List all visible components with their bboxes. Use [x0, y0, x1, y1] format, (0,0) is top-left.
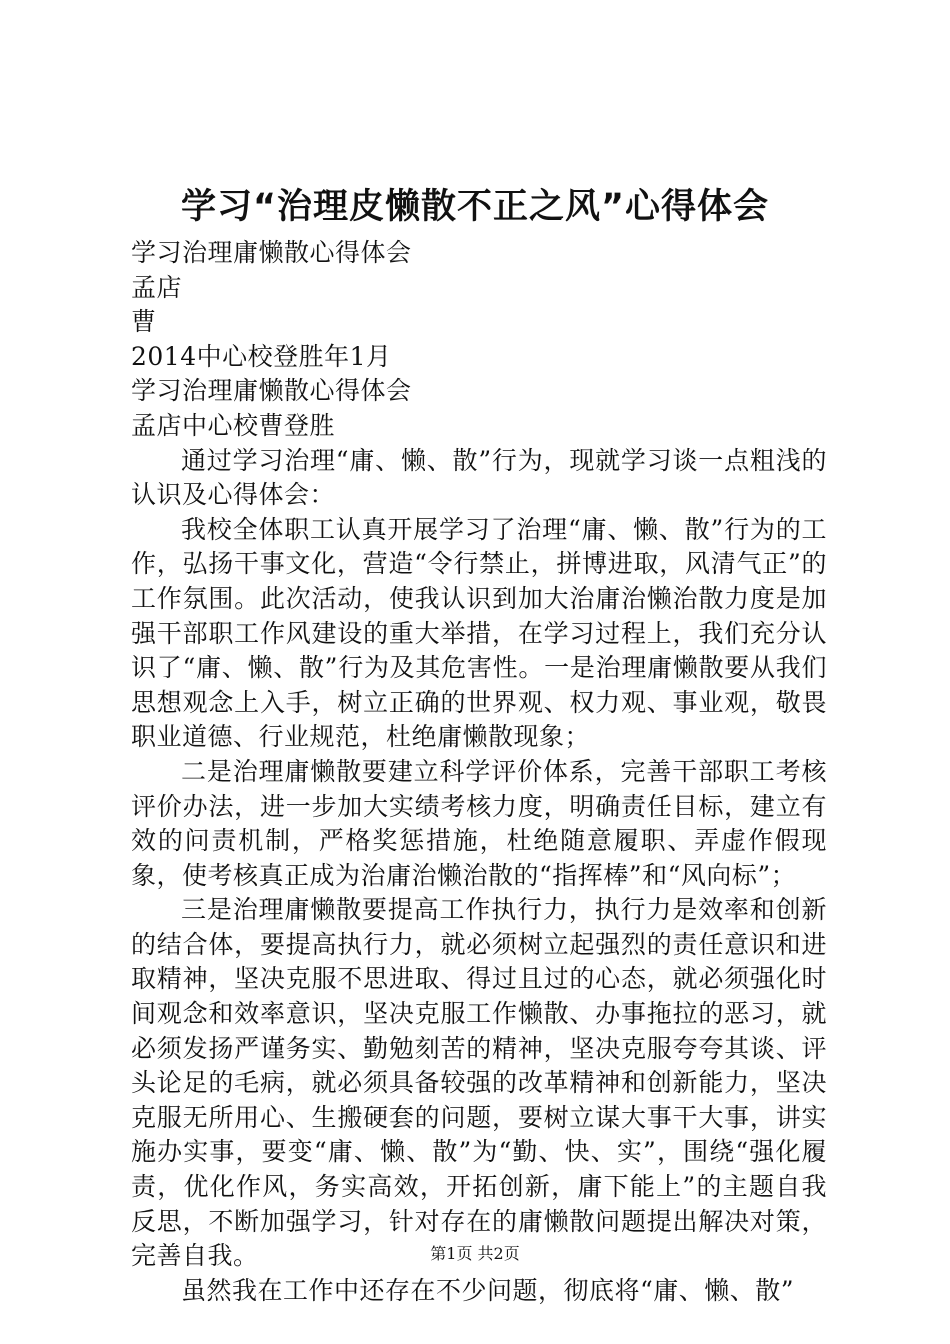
paragraph: 三是治理庸懒散要提高工作执行力，执行力是效率和创新的结合体，要提高执行力，就必须树立起强烈的责任意识和进取精神，坚决克服不思进取、得过且过的心态，就必须强化时间观念和效率意识，坚决克服工作懒散、办事拖拉的恶习，就必须发扬严谨务实、勤勉刻苦的精神，坚决克服夸夸其谈、评头论足的毛病，就必须具备较强的改革精神和创新能力，坚决克服无所用心、生搬硬套的问题，要树立谋大事干大事，讲实施办实事，要变“庸、懒、散”为“勤、快、实”，围绕“强化履责，优化作风，务实高效，开拓创新，庸下能上”的主题自我反思，不断加强学习，针对存在的庸懒散问题提出解决对策，完善自我。	[131, 895, 827, 1271]
meta-line: 曹	[131, 307, 157, 337]
document-title: 学习“治理皮懒散不正之风”心得体会	[180, 187, 769, 227]
meta-line: 学习治理庸懒散心得体会	[131, 376, 412, 406]
paragraph: 我校全体职工认真开展学习了治理“庸、懒、散”行为的工作，弘扬干事文化，营造“令行禁止，拼博进取，风清气正”的工作氛围。此次活动，使我认识到加大治庸治懒治散力度是加强干部职工作风建设的重大举措，在学习过程上，我们充分认识了“庸、懒、散”行为及其危害性。一是治理庸懒散要从我们思想观念上入手，树立正确的世界观、权力观、事业观，敬畏职业道德、行业规范，杜绝庸懒散现象；	[131, 514, 827, 752]
meta-line: 学习治理庸懒散心得体会	[131, 238, 412, 267]
page-footer: 第1页 共2页	[430, 1244, 520, 1263]
document-body	[131, 236, 827, 1308]
paragraph: 通过学习治理“庸、懒、散”行为，现就学习谈一点粗浅的认识及心得体会：	[131, 445, 827, 510]
paragraph: 虽然我在工作中还存在不少问题，彻底将“庸、懒、散”	[181, 1275, 795, 1305]
meta-line: 孟店中心校曹登胜	[131, 410, 336, 440]
meta-line: 孟店	[131, 272, 183, 302]
paragraph: 二是治理庸懒散要建立科学评价体系，完善干部职工考核评价办法，进一步加大实绩考核力度，明确责任目标，建立有效的问责机制，严格奖惩措施，杜绝随意履职、弄虚作假现象，使考核真正成为治庸治懒治散的“指挥棒”和“风向标”；	[131, 756, 827, 890]
meta-line: 2014中心校登胜年1月	[131, 341, 392, 371]
